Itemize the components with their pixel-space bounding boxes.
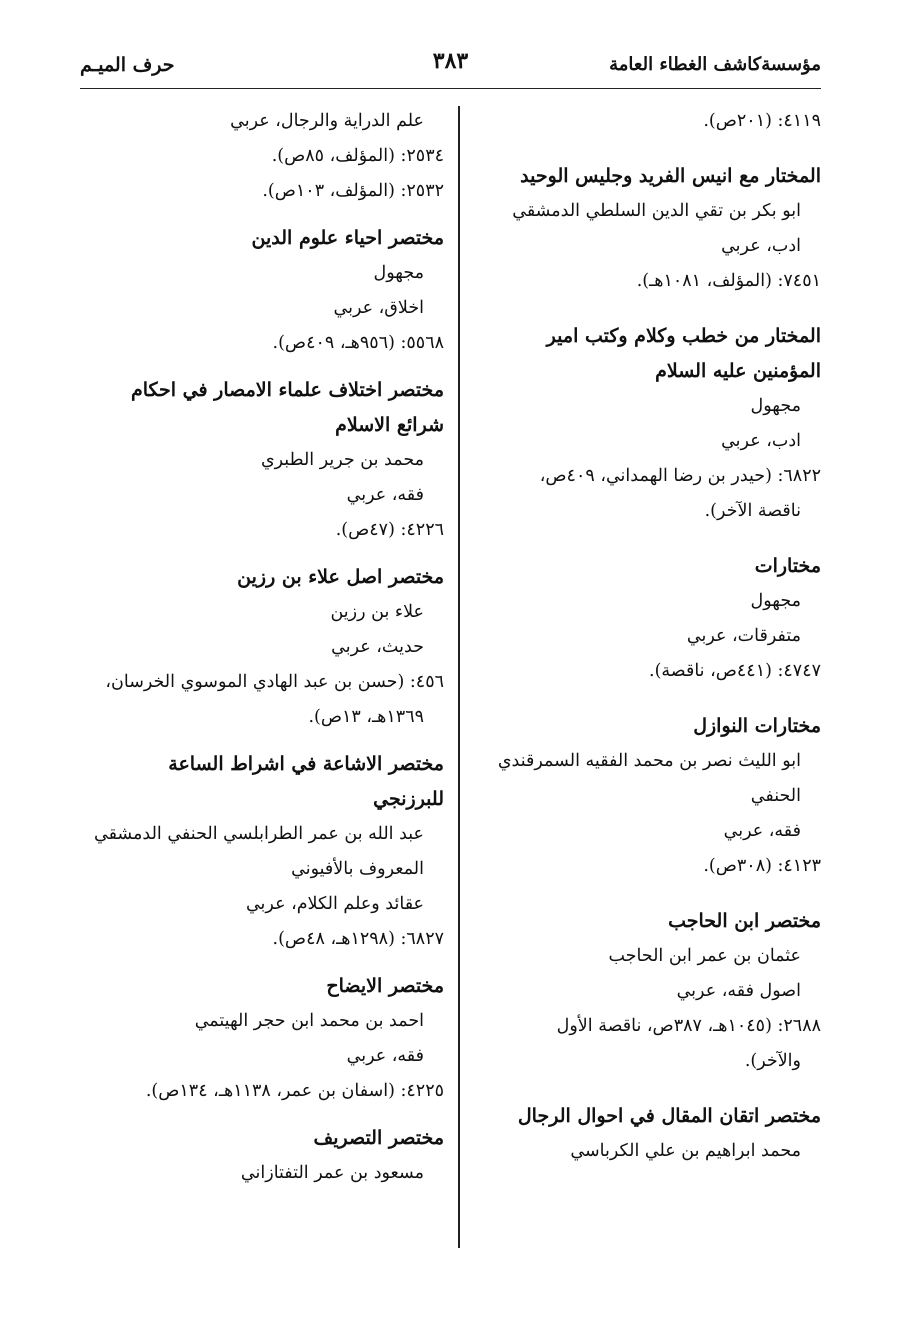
entry-subject: حديث، عربي — [331, 637, 424, 657]
entry-reference: ٦٨٢٢: (حيدر بن رضا الهمداني، ٤٠٩ص، — [539, 466, 821, 486]
entry-author: مسعود بن عمر التفتازاني — [240, 1163, 424, 1183]
entry-subject: فقه، عربي — [346, 1046, 424, 1066]
entry-author-cont: المعروف بالأفيوني — [291, 859, 424, 879]
entry-subject: ادب، عربي — [721, 236, 801, 256]
entry — [476, 159, 821, 299]
entry — [82, 373, 444, 548]
entry — [82, 221, 444, 361]
entry-title: مختصر اختلاف علماء الامصار في احكام — [130, 379, 444, 401]
publisher-name: مؤسسةكاشف الغطاء العامة — [609, 54, 821, 75]
page-header — [80, 48, 821, 89]
entry-author: عثمان بن عمر ابن الحاجب — [608, 946, 801, 966]
entry-subject: فقه، عربي — [346, 485, 424, 505]
entry — [476, 904, 821, 1079]
entry — [476, 549, 821, 689]
entry-author: محمد بن جرير الطبري — [260, 450, 424, 470]
entry-subject: ادب، عربي — [721, 431, 801, 451]
entry-subject: متفرقات، عربي — [686, 626, 801, 646]
entry — [476, 104, 821, 139]
entry-reference: ٦٨٢٧: (١٢٩٨هـ، ٤٨ص). — [272, 929, 444, 949]
entry — [476, 709, 821, 884]
entry — [82, 969, 444, 1109]
entry-title: مختصر ابن الحاجب — [668, 910, 821, 932]
entry — [82, 747, 444, 957]
section-title: حرف الميـم — [80, 54, 175, 76]
entry-title: مختصر التصريف — [313, 1127, 444, 1149]
entry-title: مختصر احياء علوم الدين — [251, 227, 444, 249]
entry-author: احمد بن محمد ابن حجر الهيتمي — [194, 1011, 424, 1031]
entry-title-cont: المؤمنين عليه السلام — [655, 360, 821, 382]
entry-reference: ٤٧٤٧: (٤٤١ص، ناقصة). — [649, 661, 821, 681]
entry-author: مجهول — [750, 396, 801, 416]
entry-reference: ٤٢٢٦: (٤٧ص). — [335, 520, 444, 540]
entry-author: ابو بكر بن تقي الدين السلطي الدمشقي — [512, 201, 801, 221]
entry-title: مختارات النوازل — [693, 715, 821, 737]
entry-title: مختارات — [754, 555, 821, 577]
entry-title: المختار مع انيس الفريد وجليس الوحيد — [520, 165, 821, 187]
entry-subject: اصول فقه، عربي — [676, 981, 801, 1001]
entry-reference: ٤١١٩: (٢٠١ص). — [703, 111, 821, 131]
entry — [82, 560, 444, 735]
right-column — [476, 104, 821, 1169]
entry-author: محمد ابراهيم بن علي الكرباسي — [570, 1141, 801, 1161]
entry-reference: ٢٦٨٨: (١٠٤٥هـ، ٣٨٧ص، ناقصة الأول — [556, 1016, 821, 1036]
entry-title: مختصر اتقان المقال في احوال الرجال — [517, 1105, 821, 1127]
entry-title: مختصر الايضاح — [326, 975, 444, 997]
entry-reference: ٤٥٦: (حسن بن عبد الهادي الموسوي الخرسان، — [105, 672, 444, 692]
entry-author-cont: الحنفي — [750, 786, 801, 806]
entry-reference: ٥٥٦٨: (٩٥٦هـ، ٤٠٩ص). — [272, 333, 444, 353]
entry-author: عبد الله بن عمر الطرابلسي الحنفي الدمشقي — [93, 824, 424, 844]
entry-subject: علم الدراية والرجال، عربي — [230, 111, 424, 131]
entry-reference: ٤١٢٣: (٣٠٨ص). — [703, 856, 821, 876]
column-divider — [458, 106, 460, 1248]
entry-title: مختصر اصل علاء بن رزين — [237, 566, 444, 588]
entry-title-cont: شرائع الاسلام — [335, 414, 444, 436]
entry-title: المختار من خطب وكلام وكتب امير — [546, 325, 821, 347]
entry-author: ابو الليث نصر بن محمد الفقيه السمرقندي — [497, 751, 801, 771]
entry-title: مختصر الاشاعة في اشراط الساعة — [168, 753, 444, 775]
entry-title-cont: للبرزنجي — [373, 788, 444, 810]
entry — [476, 1099, 821, 1169]
left-column — [82, 104, 444, 1191]
entry-reference: ٢٥٣٤: (المؤلف، ٨٥ص). — [271, 146, 444, 166]
entry — [82, 104, 444, 209]
entry-author: مجهول — [750, 591, 801, 611]
entry-reference: ٧٤٥١: (المؤلف، ١٠٨١هـ). — [636, 271, 821, 291]
entry — [476, 319, 821, 529]
entry-reference-cont: ١٣٦٩هـ، ١٣ص). — [308, 707, 424, 727]
entry-reference-cont: والآخر). — [744, 1051, 801, 1071]
entry-author: علاء بن رزين — [330, 602, 424, 622]
entry — [82, 1121, 444, 1191]
entry-reference-cont: ناقصة الآخر). — [704, 501, 801, 521]
entry-reference: ٢٥٣٢: (المؤلف، ١٠٣ص). — [262, 181, 444, 201]
entry-author: مجهول — [373, 263, 424, 283]
entry-reference: ٤٢٢٥: (اسفان بن عمر، ١١٣٨هـ، ١٣٤ص). — [145, 1081, 444, 1101]
page-number: ٣٨٣ — [432, 48, 469, 74]
entry-subject: عقائد وعلم الكلام، عربي — [245, 894, 424, 914]
entry-subject: اخلاق، عربي — [333, 298, 424, 318]
entry-subject: فقه، عربي — [723, 821, 801, 841]
